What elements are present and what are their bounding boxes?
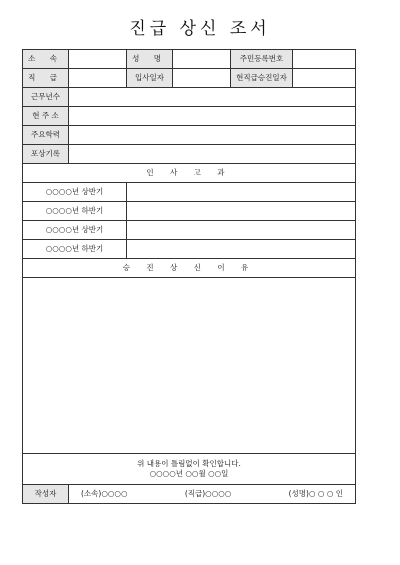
affiliation-label: 소 속	[23, 50, 69, 69]
writer-affiliation: (소속)○○○○	[81, 489, 128, 498]
writer-name-seal: (성명)○ ○ ○ 인	[288, 489, 343, 498]
awards-label: 포상기록	[23, 145, 69, 164]
form-row-rank	[23, 69, 356, 88]
join-date-label: 입사일자	[127, 69, 173, 88]
awards-value[interactable]	[69, 145, 356, 164]
confirmation-block	[23, 454, 356, 485]
promotion-date-value[interactable]	[293, 69, 356, 88]
name-label: 성 명	[127, 50, 173, 69]
resident-number-label: 주민등록번호	[231, 50, 293, 69]
writer-rank: (직급)○○○○	[184, 489, 232, 498]
education-label: 주요학력	[23, 126, 69, 145]
evaluation-row	[23, 240, 356, 259]
form-row-reason-body	[23, 278, 356, 454]
resident-number-value[interactable]	[293, 50, 356, 69]
education-value[interactable]	[69, 126, 356, 145]
evaluation-section-header: 인 사 고 과	[23, 164, 356, 183]
reason-section-header: 승 진 상 신 이 유	[23, 259, 356, 278]
form-row-awards	[23, 145, 356, 164]
evaluation-period-label: ○○○○년 상반기	[23, 183, 127, 202]
evaluation-period-label: ○○○○년 상반기	[23, 221, 127, 240]
evaluation-value[interactable]	[127, 183, 356, 202]
confirmation-statement: 위 내용이 틀림없이 확인합니다.	[137, 459, 241, 468]
form-row-affiliation	[23, 50, 356, 69]
evaluation-period-label: ○○○○년 하반기	[23, 202, 127, 221]
form-row-confirmation	[23, 454, 356, 485]
writer-label: 작성자	[23, 485, 69, 504]
confirmation-date: ○○○○년 ○○월 ○○일	[149, 469, 229, 478]
promotion-form-table	[22, 49, 356, 504]
writer-fields	[71, 489, 353, 499]
address-value[interactable]	[69, 107, 356, 126]
document-title: 진급 상신 조서	[129, 19, 271, 39]
evaluation-value[interactable]	[127, 240, 356, 259]
promotion-date-label: 현직급승진일자	[231, 69, 293, 88]
form-row-service-years	[23, 88, 356, 107]
form-row-reason-header	[23, 259, 356, 278]
evaluation-row	[23, 221, 356, 240]
service-years-label: 근무년수	[23, 88, 69, 107]
evaluation-value[interactable]	[127, 202, 356, 221]
name-value[interactable]	[173, 50, 231, 69]
writer-value[interactable]	[69, 485, 356, 504]
address-label: 현 주 소	[23, 107, 69, 126]
form-row-address	[23, 107, 356, 126]
form-row-writer	[23, 485, 356, 504]
evaluation-value[interactable]	[127, 221, 356, 240]
evaluation-row	[23, 183, 356, 202]
form-row-evaluation-header	[23, 164, 356, 183]
rank-value[interactable]	[69, 69, 127, 88]
affiliation-value[interactable]	[69, 50, 127, 69]
evaluation-row	[23, 202, 356, 221]
evaluation-period-label: ○○○○년 하반기	[23, 240, 127, 259]
service-years-value[interactable]	[69, 88, 356, 107]
reason-text-area[interactable]	[23, 278, 356, 454]
form-row-education	[23, 126, 356, 145]
rank-label: 직 급	[23, 69, 69, 88]
join-date-value[interactable]	[173, 69, 231, 88]
